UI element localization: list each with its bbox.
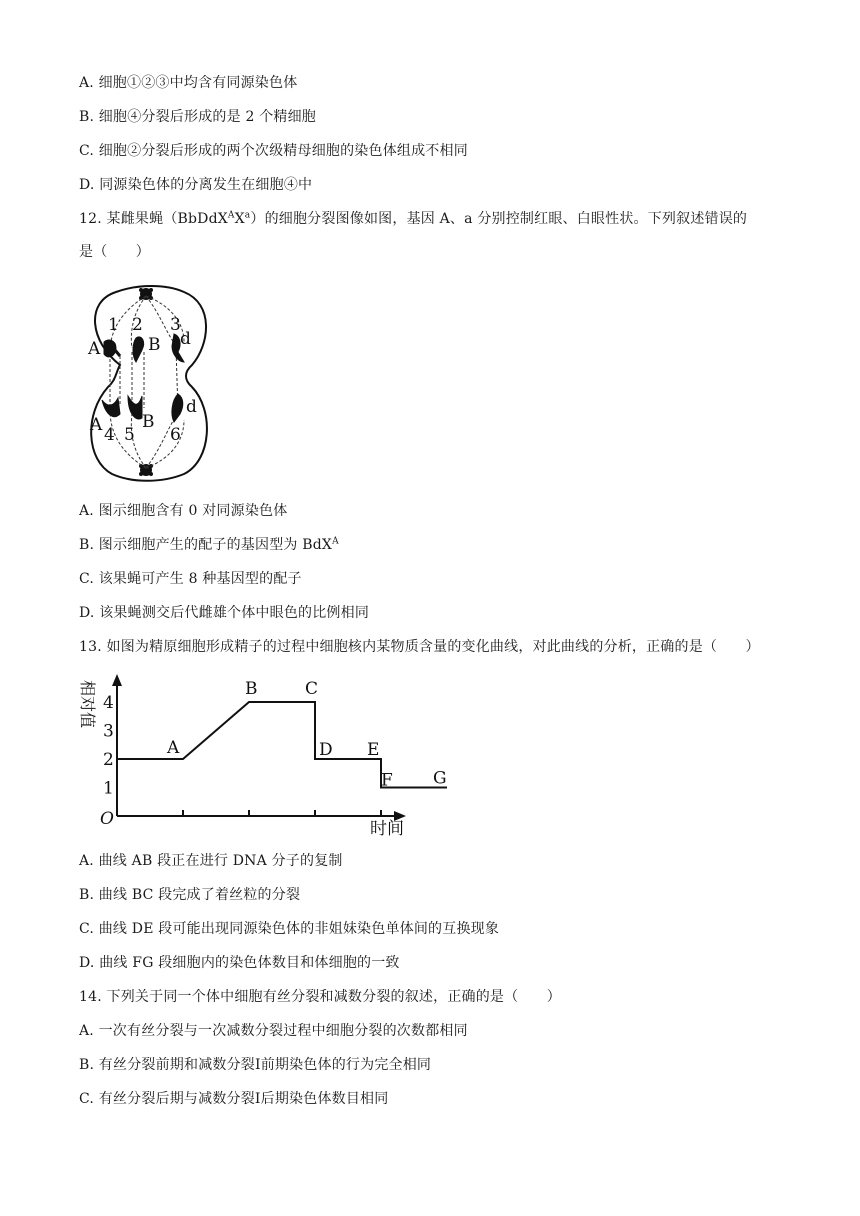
label-3: 3 [170, 315, 181, 335]
chart-axes [112, 674, 406, 821]
q13-option-a: A. 曲线 AB 段正在进行 DNA 分子的复制 [79, 853, 343, 869]
y-tick-label: 2 [103, 750, 114, 770]
gene-d-top: d [180, 329, 191, 349]
label-2: 2 [132, 315, 143, 335]
q12-stem-mid: X [234, 211, 245, 227]
q12-option-b-text: B. 图示细胞产生的配子的基因型为 BdX [79, 537, 333, 553]
q12-stem-prefix: 12. 某雌果蝇（BbDdX [79, 211, 228, 227]
q14-option-b: B. 有丝分裂前期和减数分裂Ⅰ前期染色体的行为完全相同 [79, 1057, 432, 1073]
y-axis-label: 相对值 [78, 680, 97, 729]
q12-option-a: A. 图示细胞含有 0 对同源染色体 [79, 503, 288, 519]
q12-stem-sup2: a [244, 210, 251, 221]
q14-option-a: A. 一次有丝分裂与一次减数分裂过程中细胞分裂的次数都相同 [79, 1023, 468, 1039]
y-tick-label: 4 [103, 693, 114, 713]
origin-label: O [100, 809, 114, 829]
point-label-D: D [319, 740, 333, 760]
point-label-C: C [305, 679, 319, 699]
gene-A-bottom: A [90, 415, 103, 435]
q13-option-c: C. 曲线 DE 段可能出现同源染色体的非姐妹染色单体间的互换现象 [79, 921, 500, 937]
gene-B-bottom: B [142, 412, 155, 432]
q11-option-a: A. 细胞①②③中均含有同源染色体 [79, 75, 298, 91]
q13-line-chart [76, 672, 447, 839]
point-label-G: G [433, 768, 447, 789]
q12-option-d: D. 该果蝇测交后代雌雄个体中眼色的比例相同 [79, 605, 370, 621]
q11-option-d: D. 同源染色体的分离发生在细胞④中 [79, 177, 313, 193]
gene-A-top: A [88, 339, 101, 359]
q12-stem-line2: 是（ ） [79, 244, 150, 260]
q14-option-c: C. 有丝分裂后期与减数分裂Ⅰ后期染色体数目相同 [79, 1091, 389, 1107]
label-5: 5 [124, 425, 135, 445]
q12-option-b [79, 536, 339, 554]
q11-option-b: B. 细胞④分裂后形成的是 2 个精细胞 [79, 109, 316, 125]
label-6: 6 [170, 425, 181, 445]
q12-option-c: C. 该果蝇可产生 8 种基因型的配子 [79, 571, 302, 587]
q13-option-b: B. 曲线 BC 段完成了着丝粒的分裂 [79, 887, 301, 903]
point-labels [166, 679, 447, 791]
q12-stem-suffix: ）的细胞分裂图像如图，基因 A、a 分别控制红眼、白眼性状。下列叙述错误的 [250, 211, 748, 227]
label-1: 1 [108, 315, 119, 335]
gene-B-top: B [148, 335, 161, 355]
q12-stem-sup1: A [227, 210, 235, 221]
point-label-F: F [381, 770, 393, 791]
point-label-A: A [167, 738, 180, 758]
y-tick-label: 3 [103, 721, 114, 742]
x-axis-label: 时间 [370, 819, 404, 839]
point-label-E: E [367, 740, 380, 760]
cell-division-figure [80, 282, 216, 486]
y-tick-label: 1 [103, 778, 114, 799]
q12-option-b-sup: A [332, 536, 339, 547]
label-4: 4 [104, 425, 115, 445]
point-label-B: B [245, 679, 258, 699]
gene-d-bottom: d [186, 397, 197, 417]
q11-option-c: C. 细胞②分裂后形成的两个次级精母细胞的染色体组成不相同 [79, 143, 468, 159]
q13-stem: 13. 如图为精原细胞形成精子的过程中细胞核内某物质含量的变化曲线，对此曲线的分析，正确的是（ ） [79, 639, 760, 655]
q12-stem [79, 210, 747, 228]
y-tick-labels [103, 693, 114, 799]
q14-stem: 14. 下列关于同一个体中细胞有丝分裂和减数分裂的叙述，正确的是（ ） [79, 989, 561, 1005]
y-axis-arrow-icon [112, 674, 122, 686]
q13-option-d: D. 曲线 FG 段细胞内的染色体数目和体细胞的一致 [79, 955, 400, 971]
